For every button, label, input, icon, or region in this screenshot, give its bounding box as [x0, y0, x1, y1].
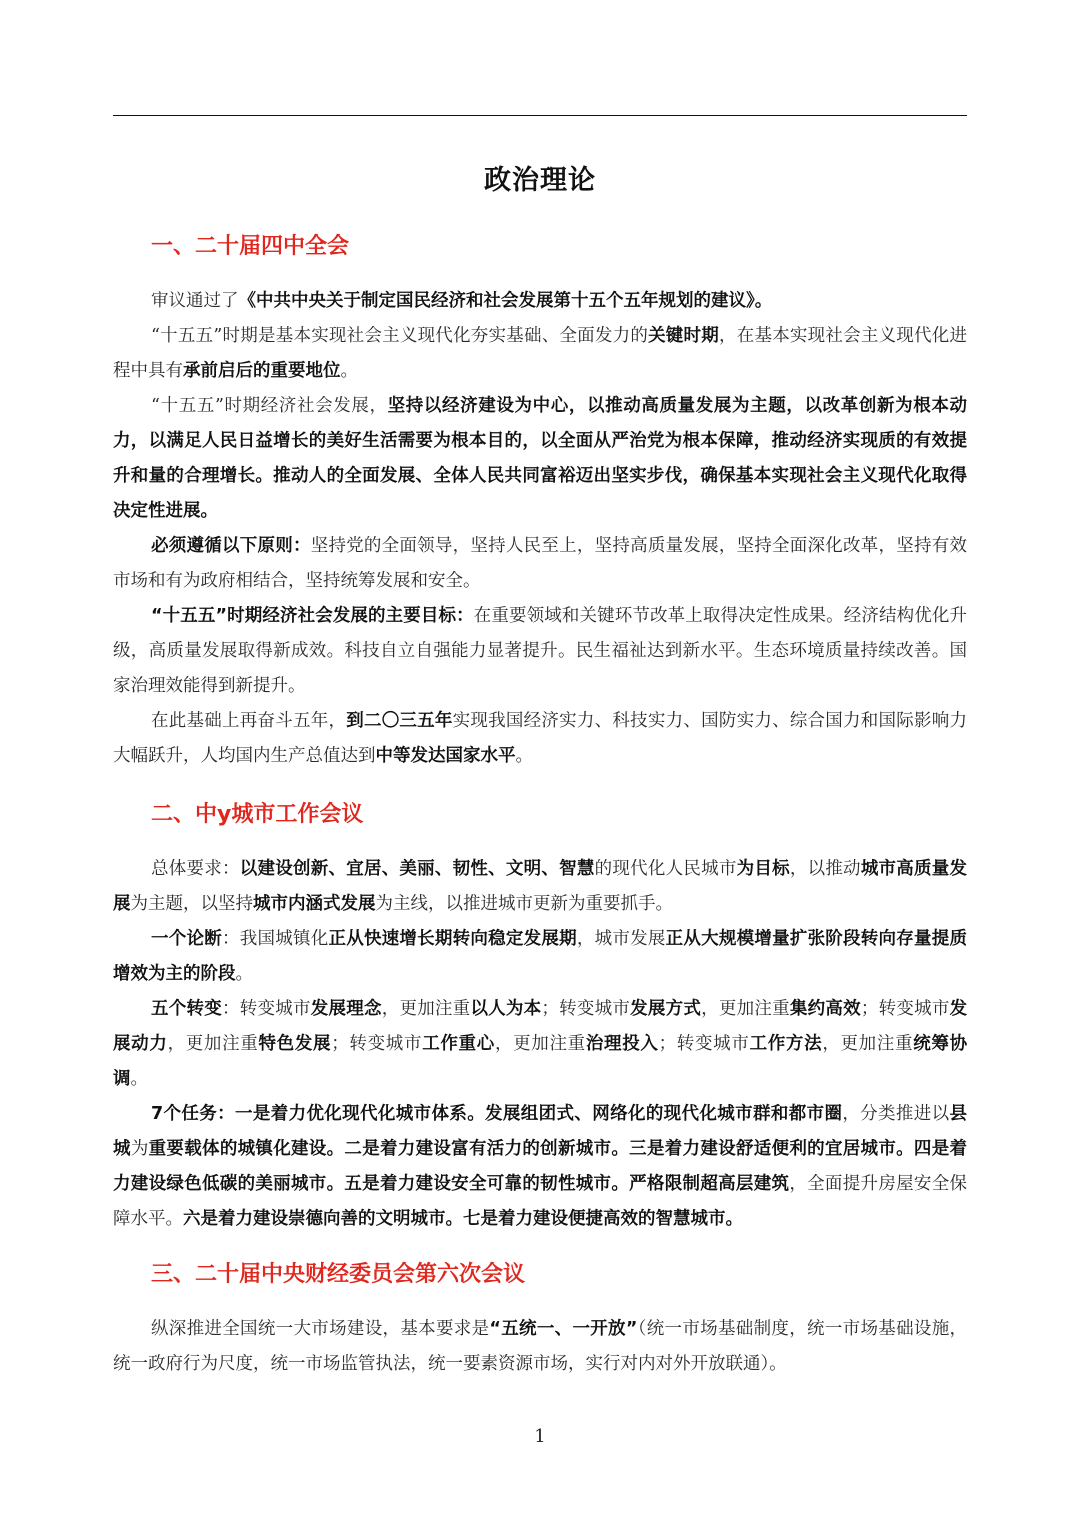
text: ，城市发展	[576, 929, 666, 949]
paragraph	[113, 852, 967, 922]
text: ；转变城市	[658, 1034, 750, 1054]
bold-text: 重要载体的城镇化建设。二是着力建设富有活力的创新城市。三是着力建设舒适便利的宜居城市。四是着力建设绿色低碳的美丽城市。五是着力建设安全可靠的韧性城市。严格限制超高层建筑	[113, 1139, 968, 1194]
text: 总体要求：	[151, 859, 240, 879]
bold-text: 坚持以经济建设为中心，以推动高质量发展为主题，以改革创新为根本动力，以满足人民日益增长的美好生活需要为根本目的，以全面从严治党为根本保障，推动经济实现质的有效提升和量的合理增长。推动人的全面发展、全体人民共同富裕迈出坚实步伐，确保基本实现社会主义现代化取得决定性进展。	[113, 396, 967, 521]
text: 坚持党的全面领导，坚持人民至上，坚持高质量发展，坚持全面深化改革，坚持有效市场和有为政府相结合，坚持统筹发展和安全。	[113, 536, 968, 591]
text: 。	[235, 964, 253, 984]
bold-text: 正从大规模增量扩张阶段转向存量提质增效为主的阶段	[113, 929, 968, 984]
text: 纵深推进全国统一大市场建设，基本要求是	[151, 1319, 490, 1339]
paragraph	[113, 704, 967, 774]
bold-text: 以建设创新、宜居、美丽、韧性、文明、智慧	[239, 859, 595, 879]
text: ，更加注重	[494, 1034, 586, 1054]
text: ，更加注重	[167, 1034, 259, 1054]
text: ，分类推进以	[842, 1104, 950, 1124]
paragraph	[113, 599, 967, 704]
bold-text: 正从快速增长期转向稳定发展期	[328, 929, 577, 949]
section-1-body	[113, 284, 967, 774]
section-heading: 三、二十届中央财经委员会第六次会议	[151, 1262, 526, 1287]
bold-text: 城市高质量发展	[113, 859, 968, 914]
text: 实现我国经济实力、科技实力、国防实力、综合国力和国际影响力大幅跃升，人均国内生产总值达到	[113, 711, 968, 766]
paragraph	[113, 1312, 967, 1382]
section-1	[113, 231, 967, 263]
text: ：我国城镇化	[221, 929, 329, 949]
paragraph	[113, 1097, 967, 1237]
text: （统一市场基础制度，统一市场基础设施，统一政府行为尺度，统一市场监管执法，统一要素资源市场，实行对内对外开放联通）。	[113, 1319, 968, 1374]
bold-text: 城市内涵式发展	[253, 894, 376, 914]
bold-text: 必须遵循以下原则：	[151, 536, 311, 556]
bold-text: 特色发展	[258, 1034, 332, 1054]
bold-text: 发展动力	[113, 999, 968, 1054]
bold-text: “十五五”时期经济社会发展的主要目标：	[151, 606, 474, 626]
bold-text: 承前启后的重要地位	[183, 361, 341, 381]
bold-text: 县城	[113, 1104, 967, 1159]
text: 。	[340, 361, 358, 381]
paragraph	[113, 284, 967, 319]
bold-text: 到二〇三五年	[346, 711, 453, 731]
bold-text: 《中共中央关于制定国民经济和社会发展第十五个五年规划的建议》。	[238, 291, 773, 311]
bold-text: 一个论断	[151, 929, 222, 949]
text: ，更加注重	[701, 999, 790, 1019]
bold-text: 工作重心	[422, 1034, 495, 1054]
paragraph	[113, 992, 967, 1097]
bold-text: 以人为本	[470, 999, 542, 1019]
bold-text: 中等发达国家水平	[375, 746, 516, 766]
text: ；转变城市	[541, 999, 631, 1019]
bold-text: 发展理念	[310, 999, 382, 1019]
section-heading: 二、中y城市工作会议	[151, 802, 364, 827]
page-number: 1	[534, 1426, 546, 1447]
text: 在重要领域和关键环节改革上取得决定性成果。经济结构优化升级，高质量发展取得新成效。科技自立自强能力显著提升。民生福祉达到新水平。生态环境质量持续改善。国家治理效能得到新提升。	[113, 606, 967, 696]
text: ，以推动	[789, 859, 861, 879]
bold-text: “五统一、一开放”	[489, 1319, 638, 1339]
header-rule	[113, 115, 967, 116]
bold-text: 为目标	[736, 859, 790, 879]
text: ，在基本实现社会主义现代化进程中具有	[113, 326, 967, 381]
bold-text: 治理投入	[585, 1034, 659, 1054]
section-3	[113, 1259, 967, 1291]
paragraph	[113, 389, 967, 529]
section-2	[113, 799, 967, 831]
bold-text: 六是着力建设崇德向善的文明城市。七是着力建设便捷高效的智慧城市。	[183, 1209, 743, 1229]
section-heading: 一、二十届四中全会	[151, 234, 350, 259]
bold-text: 发展方式	[630, 999, 702, 1019]
bold-text: 集约高效	[789, 999, 861, 1019]
text: 为	[130, 1139, 149, 1159]
paragraph	[113, 922, 967, 992]
text: ；转变城市	[331, 1034, 423, 1054]
text: 在此基础上再奋斗五年，	[151, 711, 347, 731]
paragraph	[113, 529, 967, 599]
text: 为主线，以推进城市更新为重要抓手。	[375, 894, 673, 914]
text: 。	[130, 1069, 148, 1089]
bold-text: 7个任务：一是着力优化现代化城市体系。发展组团式、网络化的现代化城市群和都市圈	[151, 1104, 843, 1124]
text: 的现代化人民城市	[594, 859, 737, 879]
text: ，更加注重	[822, 1034, 914, 1054]
section-2-body	[113, 852, 967, 1237]
bold-text: 关键时期	[648, 326, 719, 346]
text: ：转变城市	[221, 999, 311, 1019]
text: ，更加注重	[381, 999, 471, 1019]
text: 审议通过了	[151, 291, 239, 311]
section-3-body	[113, 1312, 967, 1382]
text: 。	[515, 746, 533, 766]
text: ；转变城市	[860, 999, 950, 1019]
bold-text: 统筹协调	[113, 1034, 968, 1089]
text: ，全面提升房屋安全保障水平。	[113, 1174, 968, 1229]
bold-text: 五个转变	[151, 999, 222, 1019]
bold-text: 工作方法	[749, 1034, 823, 1054]
page-title: 政治理论	[484, 165, 596, 196]
text: “十五五”时期经济社会发展，	[151, 396, 388, 416]
text: “十五五”时期是基本实现社会主义现代化夯实基础、全面发力的	[151, 326, 649, 346]
paragraph	[113, 319, 967, 389]
text: 为主题，以坚持	[130, 894, 253, 914]
